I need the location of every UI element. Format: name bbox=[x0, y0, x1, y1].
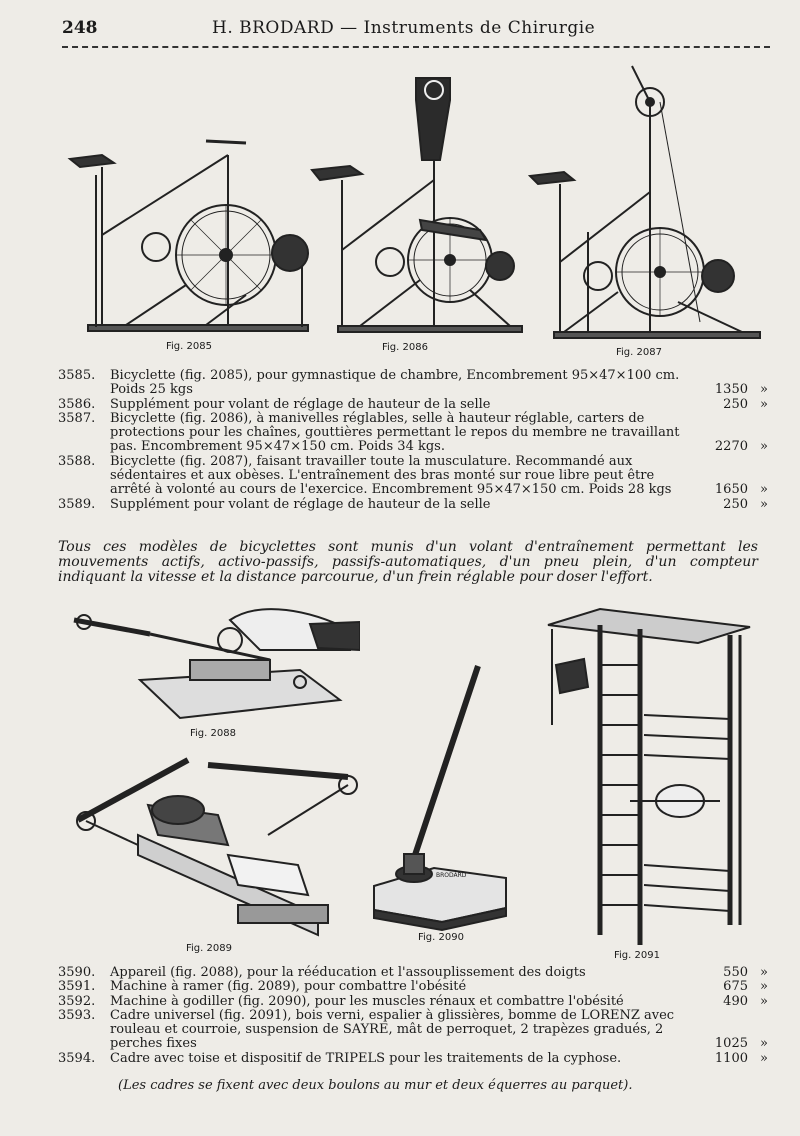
item-description: Supplément pour volant de réglage de hauteur de la selle bbox=[110, 396, 491, 412]
figure-2087-bicycle bbox=[528, 62, 764, 358]
item-description: Bicyclette (fig. 2086), à manivelles réglables, selle à hauteur réglable, carters de protections pour les chaînes, gouttières permettant le repos du membre ne travaillant pas. Encombrement 95×47×150 cm. Poids 34 kgs. bbox=[110, 410, 680, 455]
item-price: 1100 bbox=[714, 1050, 748, 1066]
item-price-mark: » bbox=[760, 1050, 768, 1066]
item-price-mark: » bbox=[760, 382, 768, 398]
item-price: 1025 bbox=[714, 1036, 748, 1052]
figure-caption: Fig. 2090 bbox=[418, 932, 464, 943]
page-title: H. BRODARD — Instruments de Chirurgie bbox=[212, 18, 596, 38]
figure-2089-rowing-machine bbox=[68, 755, 368, 960]
page-header bbox=[62, 18, 770, 44]
list-item bbox=[58, 995, 770, 1009]
item-description: Machine à godiller (fig. 2090), pour les muscles rénaux et combattre l'obésité bbox=[110, 993, 624, 1009]
list-item bbox=[58, 369, 770, 398]
item-number: 3591. bbox=[58, 979, 96, 995]
item-number: 3593. bbox=[58, 1007, 96, 1023]
header-rule bbox=[62, 46, 770, 48]
figure-caption: Fig. 2088 bbox=[190, 728, 236, 739]
item-number: 3594. bbox=[58, 1050, 96, 1066]
item-number: 3587. bbox=[58, 410, 96, 426]
item-price: 1650 bbox=[714, 482, 748, 498]
item-price-mark: » bbox=[760, 1036, 768, 1052]
figure-2090-sculling-machine bbox=[370, 660, 510, 950]
figure-2086-bicycle bbox=[310, 70, 530, 353]
item-price: 2270 bbox=[714, 439, 748, 455]
item-number: 3589. bbox=[58, 496, 96, 512]
list-item bbox=[58, 455, 770, 498]
item-price-mark: » bbox=[760, 993, 768, 1009]
figure-2088-finger-device bbox=[70, 600, 360, 750]
list-item bbox=[58, 1009, 770, 1052]
figure-2085-bicycle bbox=[66, 135, 318, 352]
list-item bbox=[58, 412, 770, 455]
item-price: 550 bbox=[723, 965, 748, 980]
item-number: 3586. bbox=[58, 396, 96, 412]
item-price-mark: » bbox=[760, 439, 768, 455]
list-item bbox=[58, 398, 770, 412]
item-number: 3590. bbox=[58, 965, 96, 980]
figure-caption: Fig. 2085 bbox=[166, 341, 212, 352]
bicycle-note: Tous ces modèles de bicyclettes sont munis d'un volant d'entraînement permettant les mouvements actifs, activo-passifs, passifs-automatiques, d'un pneu plein, d'un compteur indiquant la vitesse et la distance parcourue, d'un frein réglable pour doser l'effort. bbox=[58, 539, 758, 585]
figure-caption: Fig. 2086 bbox=[382, 342, 428, 353]
item-description: Appareil (fig. 2088), pour la rééducation et l'assouplissement des doigts bbox=[110, 965, 586, 980]
figure-label-brodard: BRODARD bbox=[436, 872, 467, 879]
item-list-bicycles bbox=[58, 369, 770, 512]
item-price-mark: » bbox=[760, 496, 768, 512]
page-number: 248 bbox=[62, 18, 98, 38]
item-number: 3588. bbox=[58, 453, 96, 469]
list-item bbox=[58, 966, 770, 980]
item-price: 250 bbox=[723, 396, 748, 412]
list-item bbox=[58, 1052, 770, 1066]
item-description: Supplément pour volant de réglage de hauteur de la selle bbox=[110, 496, 491, 512]
item-price: 250 bbox=[723, 496, 748, 512]
list-item bbox=[58, 980, 770, 994]
item-number: 3585. bbox=[58, 368, 96, 383]
figure-caption: Fig. 2089 bbox=[186, 943, 232, 954]
item-description: Cadre avec toise et dispositif de TRIPELS pour les traitements de la cyphose. bbox=[110, 1050, 622, 1066]
item-price-mark: » bbox=[760, 396, 768, 412]
list-item bbox=[58, 498, 770, 512]
item-price: 490 bbox=[723, 993, 748, 1009]
footnote: (Les cadres se fixent avec deux boulons au mur et deux équerres au parquet). bbox=[118, 1078, 633, 1093]
item-price: 1350 bbox=[714, 382, 748, 398]
item-description: Machine à ramer (fig. 2089), pour combattre l'obésité bbox=[110, 979, 467, 995]
item-price: 675 bbox=[723, 979, 748, 995]
item-description: Cadre universel (fig. 2091), bois verni, espalier à glissières, bomme de LORENZ avec rouleau et courroie, suspension de SAYRE, mât de perroquet, 2 trapèzes gradués, 2 perches fixes bbox=[110, 1007, 675, 1052]
item-number: 3592. bbox=[58, 993, 96, 1009]
figure-caption: Fig. 2087 bbox=[616, 347, 662, 358]
item-price-mark: » bbox=[760, 965, 768, 980]
figure-caption: Fig. 2091 bbox=[614, 950, 660, 961]
item-description: Bicyclette (fig. 2085), pour gymnastique de chambre, Encombrement 95×47×100 cm. Poids 25 kgs bbox=[110, 368, 680, 398]
item-description: Bicyclette (fig. 2087), faisant travailler toute la musculature. Recommandé aux sédentaires et aux obèses. L'entraînement des bras monté sur roue libre peut être arrêté à volonté au cours de l'exercice. Encombrement 95×47×150 cm. Poids 28 kgs bbox=[110, 453, 672, 498]
item-list-apparatus bbox=[58, 966, 770, 1066]
item-price-mark: » bbox=[760, 979, 768, 995]
figure-2091-universal-frame bbox=[540, 605, 755, 960]
item-price-mark: » bbox=[760, 482, 768, 498]
